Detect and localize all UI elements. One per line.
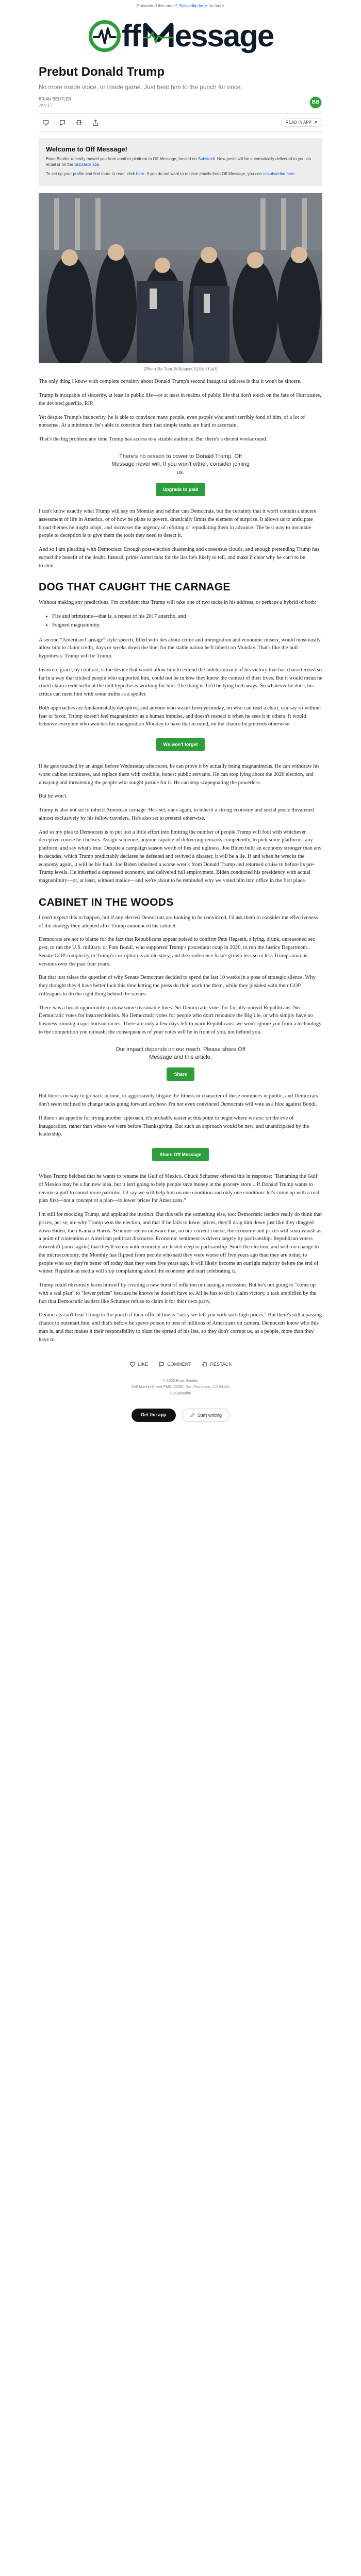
logo-o-icon [89,20,121,52]
photo-caption: (Photo By Tom Williams/CQ Roll Call) [143,366,218,372]
author-name[interactable]: BRIAN BEUTLER [39,96,72,101]
paragraph: There was a broad opportunity to draw some reasonable lines. No Democratic votes for facially-unread Republicans. No Democratic votes for insurrectionists. No Democratic votes for people who don't renounce the Big Lie, or who simply have no business running major bureaucracies. There are only a few days left to warn Republicans: we won't ignore you from a technology to the competition you unleash; the consequences of your votes will be in front of you, not behind you. [39,1005,322,1035]
paragraph: Democrats can't beat Trump to the punch if their official line is "sorry we left you with such high prices." But there's still a passing chance to outsmart him, and that's before he spews poison to tens of millions of Americans on camera. Democrats know who this man is, and that makes it their responsibility to blunt the spread of his lies, so they don't corrupt us, as a people, more than they have to. [39,1312,322,1343]
footer-app-row [39,1409,322,1422]
restack-icon [75,119,83,126]
forwarded-text: Forwarded this email? [137,3,178,8]
cta-text: There's no reason to cower to Donald Trump. Off Message never will. If you won't either, consider joining us. [111,453,250,476]
footer-restack-button[interactable] [202,1361,232,1367]
paragraph: Trump is also not set to inherit American carnage. He's set, once again, to inherit a strong economy and social peace threatened almost exclusively by his fellow travelers. He's also set to pretend otherwise. [39,807,314,821]
welcome-paragraph-2 [46,171,315,177]
logo-m-icon [142,20,174,52]
paragraph: Without making any predictions, I'm confident that Trump will take one of two tacks in his address, or perhaps a hybrid of both: [39,600,317,606]
post-subtitle: No more inside voice, or inside game. Just beat him to the punch for once. [39,83,242,91]
restack-label: RESTACK [210,1362,232,1367]
welcome-heading: Welcome to Off Message! [46,145,127,153]
post-container [39,65,322,1422]
heart-icon [129,1361,136,1367]
comment-label: COMMENT [167,1362,191,1367]
start-writing-label: Start writing [197,1413,222,1418]
unsubscribe-link[interactable]: Unsubscribe [170,1391,191,1396]
paragraph: I'm still for mocking Trump, and applaud the instinct. But this tells me something else, too: Democratic leaders really do think that prices, per se, are why Trump won the election, and that if he fails to lower prices, they'll drag him down just like they dragged down Biden, then Kamala Harris. Schumer seems unaware that, on our current course, the economy and prices will soon vanish as a point of contention as American political discourse. Economic sentiment is driven largely by partisanship. Republican voters downshift (since again) that they'll voters with economy are tested deep in partisanship. Since the election, and with no change to the microeconomy, the Monthly has flipped from people who said they were worse off five years ago than they are today, to people who say they're better off today than they were five years ago. It will likely become an outright majority before the end of winter. Republican media will stop complaining about the economy and start celebrating it. [39,1212,322,1275]
like-label: LIKE [138,1362,149,1367]
more-text: for more [208,3,224,8]
profile-here-link[interactable]: here [136,171,144,176]
cta-text: Our impact depends on our reach. Please share Off Message and this article. [116,1046,245,1061]
byline [39,96,72,109]
post-title[interactable]: Prebut Donald Trump [39,65,165,79]
comment-icon [158,1361,165,1367]
paragraph: Insincere grace, by contrast, is the device that would allow him to extend the indeterminacy of his victory that has characterized so far in a way that tricked people who supported him, could not be in how they know the context of their lives. But it would mean he could claim credit without the null hypothesis working for him. The thing is, he'd be lying both ways. So whatever he does, his critics can meet him with some truths as a spoiler. [39,667,322,698]
footer-comment-button[interactable] [158,1361,191,1367]
read-in-app-button[interactable] [281,118,322,127]
welcome-text: Brian Beutler recently moved you from another platform to Off Message, hosted on [46,156,197,161]
paragraph: And so I am pleading with Democrats: Enough post-election chastening and consensus clouds, and enough pretending Trump has earned the benefit of the doubt. Instead, prime Americans for the lies he's likely to tell, and make it clear why he can't to be trusted. [39,547,320,569]
paragraph: I don't expect this to happen, but if any elected Democrats are looking to be convinced, I'd ask them to consider the effectiveness of the strategy they adopted after Trump announced his cabinet. [39,914,318,929]
off-message-logo[interactable] [88,20,273,52]
footer-action-bar [39,1361,322,1367]
paragraph: Trump is incapable of sincerity, at least in public life—or at least in realms of public life that don't touch on the fate of Hurricanes, the devoted guerilla, RIP. [39,393,321,406]
share-post-button[interactable]: Share [167,1067,194,1081]
welcome-box [39,138,322,187]
share-publication-cta [39,1148,322,1161]
paragraph: A second "American Carnage" style speech, filled with lies about crime and immigration and economic misery, would most easily allow him to claim credit, days or weeks down the line, for the stable nation he'll inherit on Monday. That's like the null hypothesis. Trump will be Trump. [39,637,321,659]
footer-legal [39,1378,322,1396]
footer-like-button[interactable] [129,1361,149,1367]
logo-text-left: ff [121,19,140,53]
author-avatar[interactable]: BB [309,96,322,109]
heart-icon [42,119,50,126]
subscribe-cta [39,453,322,496]
we-wont-forget-button[interactable]: We won't forget [156,738,205,751]
action-bar [39,113,322,132]
inauguration-photo[interactable] [39,193,322,363]
comment-button[interactable] [55,117,70,128]
like-button[interactable] [39,117,53,128]
comment-icon [59,119,66,126]
paragraph: I can't know exactly what Trump will say on Monday and neither can Democrats, but the certainty that it won't contain a sincere assessment of life in America, or of how he plans to govern, drastically limits the element of surprise. It allows us to anticipate broad themes he might adopt, and increases the urgency of refuting or repudiating them in advance. The best way to inoculate people to deception is to give them the tools they need to detect it. [39,509,317,539]
paragraph: But there's no way to go back in time, to aggressively litigate the fitness or character of these nominees in public, and Democrats don't seem inclined to change tacks going forward anyhow. I'm not even convinced Democrats will vote as a bloc against Bondi. [39,1093,318,1108]
substack-link[interactable]: Substack [198,156,215,161]
paragraph: But he won't. [39,793,68,800]
list-item: • Fire and brimstone—that is, a repeat of his 2017 anarcho, and [52,613,322,621]
post-date: JAN 17 [39,103,53,108]
unsubscribe-here-link[interactable]: unsubscribe here [262,171,295,176]
restack-button[interactable] [72,117,86,128]
paragraph: Democrats are not to blame for the fact that Republicans appear poised to confirm Pete Hegseth, a lying, drunk, unreasoned sex pest, to run the U.S. military, or Pam Bondi, who supported Trump's procedural coup in 2020, to run the Justice Department. Senate GOP complicity in Trump's corruption is an old story, and the conference hasn't grown less so in less Trump-anxious versions over the past four years. [39,937,316,967]
welcome-text: . [99,162,101,167]
read-in-app-label: READ IN APP [285,120,311,125]
forward-banner [0,0,361,11]
logo-text-right: essage [174,19,274,53]
welcome-text: . [294,171,296,176]
paragraph: Yet despite Trump's insincerity, he is able to convince many people, even people who aren't terribly fond of him, of a lot of nonsense. At a minimum, he's able to convince them that simple truths are hard to ascertain. [39,414,305,429]
substack-app-link[interactable]: Substack app [74,162,100,167]
welcome-paragraph-1 [46,156,315,168]
subscribe-link[interactable]: Subscribe here [179,3,207,8]
copyright: © 2025 Brian Beutler [162,1378,199,1383]
get-the-app-button[interactable]: Get the app [132,1409,176,1422]
welcome-text: . If you do not want to receive emails from Off Message, you can [144,171,262,176]
section-heading: DOG THAT CAUGHT THE CARNAGE [39,581,231,594]
paragraph: And so my plea to Democrats is to put just a little effort into limiting the number of people Trump will fool with whichever deceptive course he chooses. Assign someone, anyone capable of delivering remarks competently, to pick some platforms, any platform, and say what's true: Despite a campaign season worth of lies and ugliness, Joe Biden built an economy stronger than any in decades, which Trump predictably declares he defeated and revived a disaster, it will be a lie. If and when he wrecks the economy again, it will be his fault. Joe Biden inherited a worse wreck from Donald Trump and returned cruise to before its pre-Trump levels. He inherited a depressed economy, and delivered full employment. Biden conducted his presidency with actual magnanimity—or, at least, without malice—and we're about to be reminded why we voted him into office in the first place. [39,829,322,884]
paragraph: But that just raises the question of why Senate Democrats decided to spend the last 10 weeks in a pose of strategic silence. Why they thought they'd have better luck this time letting the press do their work the them, while they pleaded with their GOP colleagues to do the right thing behind the scenes. [39,975,316,997]
share-button[interactable] [88,117,103,128]
list-item: • Feigned magnanimity. [52,621,322,630]
upgrade-to-paid-button[interactable]: Upgrade to paid [156,483,206,496]
section-heading: CABINET IN THE WOODS [39,896,174,908]
paragraph: Trump could obviously harm himself by creating a new burst of inflation or causing a recession. But he's not going to "come up with a real plan" to "lower prices" because he knows he doesn't have to. All he has to do is claim victory, a task amplified by the fact that Democratic leaders like Schumer refuse to claim it for their own party. [39,1282,317,1304]
pencil-icon [190,1413,195,1418]
paragraph: If there's an appetite for trying another approach, it's probably easier at this point to begin where we are: on the eve of inauguration, rather than where we were before Thanksgiving. But such an approach would be new, and unanticipated by the leadership. [39,1115,309,1138]
share-cta [39,1046,322,1081]
paragraph: If he gets touched by an angel before Wednesday afternoon, he can prove it by actually being magnanimous. He can withdraw his worst cabinet nominees, and replace them with credible, honest public servants. He can stop lying about the 2020 election, and unsaying and threatening the people who sought justice for it. He can stop scapegoating the powerless. [39,764,320,786]
restack-icon [202,1361,208,1367]
share-icon [92,119,99,126]
paragraph: The only thing I know with complete certainty about Donald Trump's second inaugural address is that it won't be sincere. [39,379,302,385]
masthead [0,11,361,61]
welcome-text: . New posts will be automatically delivered to you via email or on the [46,156,311,167]
external-link-icon [314,121,318,125]
paragraph: That's the big problem any time Trump has access to a sizable audience. But there's a decent workaround. [39,436,268,443]
button-cta [39,738,322,751]
bullet-list [39,613,322,630]
welcome-text: To set up your profile and find more to read, click [46,171,135,176]
author-row [39,96,322,109]
paragraph: When Trump belched that he wants to rename the Gulf of Mexico, Chuck Schumer offered this in response: "Renaming the Gulf of Mexico may be a fun new idea, but it isn't going to help people save money at the grocery store... If Donald Trump wants to rename a gulf to sound more patriotic, I'd say we will help him on one condition and only one condition: let's come up with a real plan first—not a concept of a plan—to lower prices for Americans." [39,1174,319,1204]
start-writing-button[interactable] [182,1409,230,1422]
address: 548 Market Street PMB 72296, San Francisco, CA 94104 [131,1384,230,1389]
share-off-message-button[interactable]: Share Off Message [152,1148,208,1161]
paragraph: Both approaches are fundamentally deceptive, and anyone who wasn't born yesterday, on who can read a chart, can say so without fear or favor. Trump doesn't feel magnanimity as a human impulse, and doesn't respect it when he sees it in others. It would behoove everyone who watches his inauguration Monday to have that in mind, on the chance he pretends otherwise. [39,705,321,727]
